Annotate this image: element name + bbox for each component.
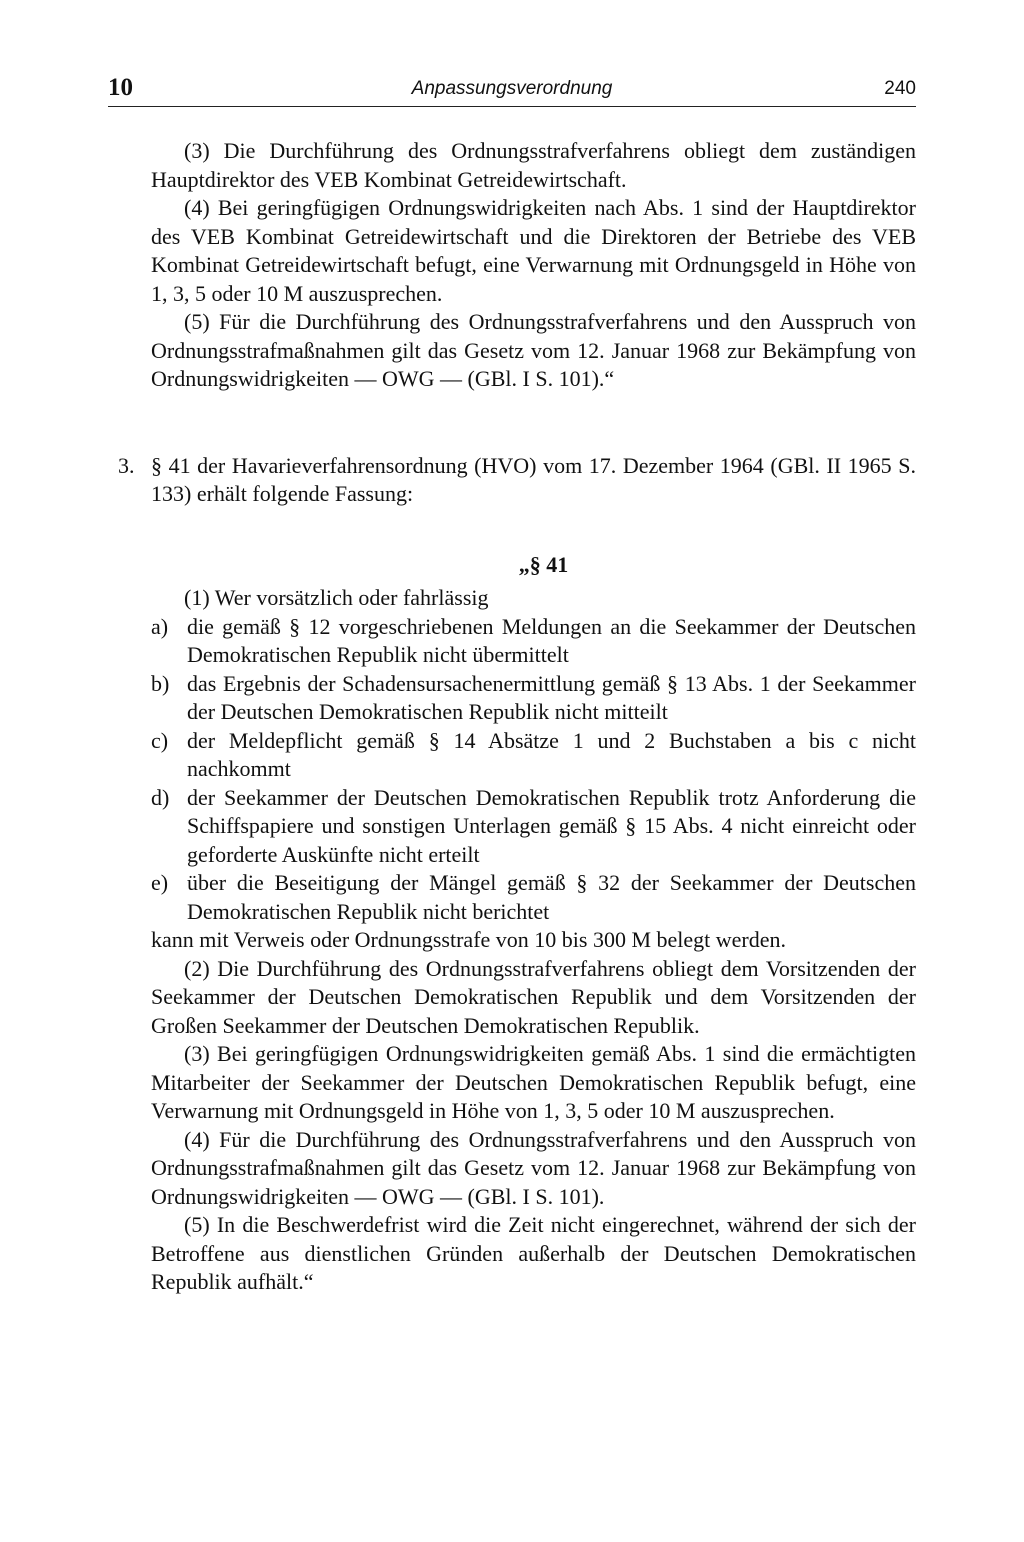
- list-item: [151, 784, 916, 870]
- page-number: 240: [884, 78, 916, 99]
- item-3-number: 3.: [118, 452, 135, 478]
- section-paragraph-4: (4) Für die Durchführung des Ordnungsstrafverfahrens und den Ausspruch von Ordnungsstrafmaßnahmen gilt das Gesetz vom 12. Januar 1968 zur Bekämpfung von Ordnungswidrigkeiten — OWG — (GBl. I S. 101).: [151, 1126, 916, 1209]
- section-paragraph-2: (2) Die Durchführung des Ordnungsstrafverfahrens obliegt dem Vorsitzenden der Seekammer der Deutschen Demokratischen Republik und dem Vorsitzenden der Großen Seekammer der Deutschen Demokratischen Republik.: [151, 955, 916, 1038]
- document-body: [118, 137, 916, 1297]
- list-item-text: über die Beseitigung der Mängel gemäß § 32 der Seekammer der Deutschen Demokratischen Republik nicht berichtet: [187, 870, 916, 924]
- list-item-label: b): [151, 670, 170, 696]
- list-item: [151, 869, 916, 926]
- list-item-label: e): [151, 870, 169, 895]
- list-item-text: der Meldepflicht gemäß § 14 Absätze 1 und 2 Buchstaben a bis c nicht nachkommt: [187, 727, 916, 781]
- section-title: „§ 41: [518, 551, 569, 577]
- list-item-label: d): [151, 784, 170, 810]
- page-header: [108, 72, 916, 107]
- list-item: [151, 727, 916, 784]
- item-3: [118, 452, 916, 509]
- section-paragraph-3: (3) Bei geringfügigen Ordnungswidrigkeiten gemäß Abs. 1 sind die ermächtigten Mitarbeiter der Seekammer der Deutschen Demokratischen Republik befugt, eine Verwarnung mit Ordnungsgeld in Höhe von 1, 3, 5 oder 10 M auszusprechen.: [151, 1041, 916, 1123]
- paragraph-5: (5) Für die Durchführung des Ordnungsstrafverfahrens und den Ausspruch von Ordnungsstrafmaßnahmen gilt das Gesetz vom 12. Januar 1968 zur Bekämpfung von Ordnungswidrigkeiten — OWG — (GBl. I S. 101).“: [151, 309, 916, 391]
- paragraph-3: (3) Die Durchführung des Ordnungsstrafverfahrens obliegt dem zuständigen Hauptdirektor des VEB Kombinat Getreidewirtschaft.: [151, 138, 916, 192]
- list-item-text: das Ergebnis der Schadensursachenermittlung gemäß § 13 Abs. 1 der Seekammer der Deutschen Demokratischen Republik nicht mitteilt: [187, 670, 916, 724]
- paragraph-4: (4) Bei geringfügigen Ordnungswidrigkeiten nach Abs. 1 sind der Hauptdirektor des VEB Kombinat Getreidewirtschaft und die Direktoren der Betriebe des VEB Kombinat Getreidewirtschaft befugt, eine Verwarnung mit Ordnungsgeld in Höhe von 1, 3, 5 oder 10 M auszusprechen.: [151, 195, 916, 306]
- section-intro: (1) Wer vorsätzlich oder fahrlässig: [184, 585, 489, 610]
- running-title: Anpassungsverordnung: [411, 78, 613, 99]
- section-conclusion: kann mit Verweis oder Ordnungsstrafe von 10 bis 300 M belegt werden.: [151, 927, 787, 952]
- list-item: [151, 670, 916, 727]
- chapter-number: 10: [108, 74, 133, 101]
- section-paragraph-5: (5) In die Beschwerdefrist wird die Zeit nicht eingerechnet, während der sich der Betroffene aus dienstlichen Gründen außerhalb der Deutschen Demokratischen Republik aufhält.“: [151, 1212, 916, 1294]
- item-3-text: § 41 der Havarieverfahrensordnung (HVO) vom 17. Dezember 1964 (GBl. II 1965 S. 133) erhält folgende Fassung:: [151, 452, 916, 506]
- list-item-label: a): [151, 613, 169, 639]
- list-item-text: die gemäß § 12 vorgeschriebenen Meldungen an die Seekammer der Deutschen Demokratischen Republik nicht übermittelt: [187, 613, 916, 667]
- list-item-text: der Seekammer der Deutschen Demokratischen Republik trotz Anforderung die Schiffspapiere und sonstigen Unterlagen gemäß § 15 Abs. 4 nicht einreicht oder geforderte Auskünfte nicht erteilt: [187, 784, 916, 867]
- list-item-label: c): [151, 727, 169, 753]
- list-item: [151, 613, 916, 670]
